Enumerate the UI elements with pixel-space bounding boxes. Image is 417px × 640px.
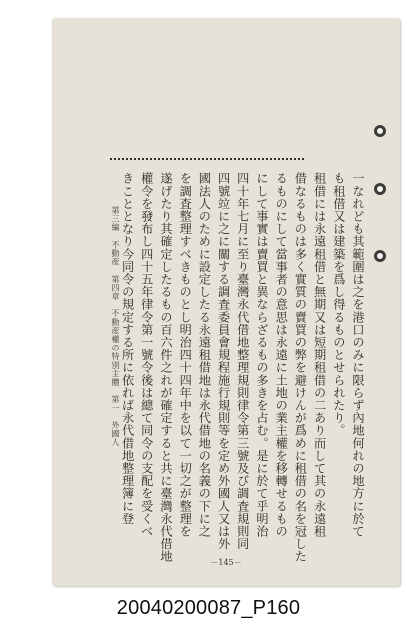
body-line: 權令を發布し四十五年律令第一號令後は總て同令の支配を受くべ xyxy=(139,172,154,538)
body-line: きこととなり今同令の規定する所に依れば永代借地整理簿に登 xyxy=(120,172,135,525)
body-line: るものにして當事者の意思は永遠に土地の業主權を移轉せるもの xyxy=(274,172,289,538)
dotted-separator-rule xyxy=(110,158,304,160)
body-line: 借なるものは多く實質の賣買の弊を避けんが爲めに租借の名を冠した xyxy=(293,172,308,563)
archive-caption: 20040200087_P160 xyxy=(116,597,301,619)
body-line: 一なれども其範圍は之を港口のみに限らず內地何れの地方に於て xyxy=(351,172,365,538)
binder-hole-bottom xyxy=(374,250,386,262)
body-line: も租借又は建築を爲し得るものとせられたり。 xyxy=(331,172,346,437)
body-line: にして事實は賣買と異ならざるもの多きを占む。是に於て乎明治 xyxy=(254,172,269,538)
body-line: 四號竝に之に關する調査委員會規程施行規則等を定め外國人又は外 xyxy=(216,172,231,550)
body-line: 四十年七月に至り臺灣永代借地整理規則律令第三號及び調査規則同 xyxy=(235,172,250,550)
page-number: －145－ xyxy=(210,558,242,567)
binder-hole-middle xyxy=(374,183,386,195)
binder-hole-top xyxy=(374,125,386,137)
body-line: 國法人のために設定したる永遠租借地は永代借地の名義の下に之 xyxy=(197,172,212,538)
body-line: を調査整理すべきものとし明治四十四年中を以て一切之が整理を xyxy=(178,172,193,538)
document-page xyxy=(52,18,400,586)
body-line: 租借には永遠租借と無期又は短期租借の二あり而して其の永遠租 xyxy=(312,172,327,538)
body-line: 遂げたり其確定したるもの百六件之れが確定すると共に臺灣永代借地 xyxy=(158,172,173,563)
running-head: 第三編 不動産 第四章 不動産權の特別主體 第一 外國人 xyxy=(111,206,120,447)
